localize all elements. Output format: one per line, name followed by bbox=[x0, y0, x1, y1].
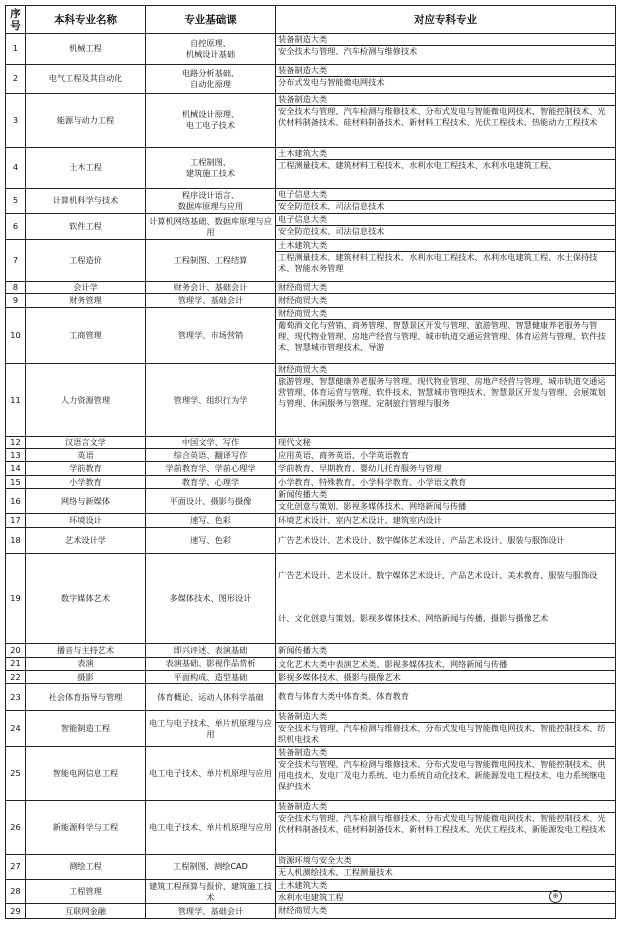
major-name: 人力资源管理 bbox=[26, 364, 146, 436]
major-name: 软件工程 bbox=[26, 213, 146, 240]
table-row bbox=[6, 188, 616, 213]
row-number: 15 bbox=[6, 475, 26, 488]
specialty-cell bbox=[276, 904, 616, 919]
basic-course: 管理学、市场营销 bbox=[146, 307, 276, 364]
major-name: 环境设计 bbox=[26, 514, 146, 527]
major-name: 艺术设计学 bbox=[26, 527, 146, 554]
row-number: 3 bbox=[6, 93, 26, 147]
basic-course: 电路分析基础、 自动化原理 bbox=[146, 64, 276, 93]
specialty-cell bbox=[276, 671, 616, 684]
specialty-cell bbox=[276, 240, 616, 281]
row-number: 11 bbox=[6, 364, 26, 436]
row-number: 17 bbox=[6, 514, 26, 527]
basic-course: 工程制图、 建筑施工技术 bbox=[146, 147, 276, 188]
specialty-list: 无人机测绘技术、工程测量技术 bbox=[278, 866, 393, 877]
row-number: 22 bbox=[6, 671, 26, 684]
basic-course: 程序设计语言、 数据库原理与应用 bbox=[146, 188, 276, 213]
major-name: 工程管理 bbox=[26, 879, 146, 904]
specialty-category: 电子信息大类 bbox=[276, 189, 615, 201]
major-name: 智能电网信息工程 bbox=[26, 747, 146, 801]
specialty-category: 财经商贸大类 bbox=[276, 308, 615, 320]
table-row bbox=[6, 489, 616, 514]
specialty-list: 小学教育、特殊教育、小学科学教育、小学语文教育 bbox=[278, 476, 467, 487]
row-number: 1 bbox=[6, 34, 26, 65]
row-number: 5 bbox=[6, 188, 26, 213]
specialty-list: 安全防范技术、司法信息技术 bbox=[278, 225, 385, 236]
row-number: 20 bbox=[6, 644, 26, 657]
specialty-list: 工程测量技术、建筑材料工程技术、水利水电工程技术、水利水电建筑工程、 bbox=[278, 159, 557, 170]
row-number: 10 bbox=[6, 307, 26, 364]
major-name: 数字媒体艺术 bbox=[26, 554, 146, 644]
basic-course: 建筑工程预算与报价、建筑施工技术 bbox=[146, 879, 276, 904]
specialty-list: 安全技术与管理、汽车检测与维修技术、分布式发电与智能微电网技术、智能控制技术、纺织机电技术 bbox=[278, 723, 606, 745]
specialty-cell bbox=[276, 34, 616, 65]
specialty-list: 新闻传播大类 bbox=[278, 645, 328, 656]
specialty-cell bbox=[276, 527, 616, 554]
specialty-list: 安全技术与管理、汽车检测与维修技术、分布式发电与智能微电网技术、智能控制技术、供用电技术、发电厂及电力系统、电力系统自动化技术、新能源发电工程技术、电力系统继电保护技术 bbox=[278, 759, 606, 792]
row-number: 8 bbox=[6, 281, 26, 293]
table-row bbox=[6, 554, 616, 644]
table-row bbox=[6, 657, 616, 670]
row-number: 7 bbox=[6, 240, 26, 281]
specialty-list: 广告艺术设计、艺术设计、数字媒体艺术设计、产品艺术设计、服装与服饰设计 bbox=[278, 534, 565, 545]
specialty-category: 装备制造大类 bbox=[276, 94, 615, 106]
table-row bbox=[6, 213, 616, 240]
table-row bbox=[6, 879, 616, 904]
specialty-cell bbox=[276, 489, 616, 514]
row-number: 2 bbox=[6, 64, 26, 93]
table-row bbox=[6, 462, 616, 475]
specialty-cell bbox=[276, 436, 616, 448]
table-row bbox=[6, 801, 616, 855]
row-number: 9 bbox=[6, 294, 26, 307]
specialty-category: 资源环境与安全大类 bbox=[276, 855, 615, 867]
specialty-cell bbox=[276, 554, 616, 644]
table-row bbox=[6, 711, 616, 747]
major-name: 网络与新媒体 bbox=[26, 489, 146, 514]
specialty-cell bbox=[276, 684, 616, 711]
major-name: 英语 bbox=[26, 449, 146, 462]
specialty-cell bbox=[276, 307, 616, 364]
specialty-cell bbox=[276, 879, 616, 904]
basic-course: 体育概论、运动人体科学基础 bbox=[146, 684, 276, 711]
row-number: 29 bbox=[6, 904, 26, 919]
specialty-list: 文化创意与策划、影视多媒体技术、网络新闻与传播 bbox=[278, 501, 467, 512]
specialty-list: 环境艺术设计、室内艺术设计、建筑室内设计 bbox=[278, 515, 442, 526]
major-name: 测绘工程 bbox=[26, 854, 146, 879]
major-name: 新能源科学与工程 bbox=[26, 801, 146, 855]
specialty-category: 装备制造大类 bbox=[276, 34, 615, 46]
basic-course: 综合英语、翻译写作 bbox=[146, 449, 276, 462]
header-no: 序 号 bbox=[6, 6, 26, 34]
table-row bbox=[6, 527, 616, 554]
specialty-list: 葡萄酒文化与营销、商务管理、智慧景区开发与管理、旅游管理、智慧健康养老服务与管理、现代物业管理、房地产经营与管理、城市轨道交通运营管理、体育运营与管理、软件技术、智慧城市管理技术、导游 bbox=[278, 319, 606, 352]
specialty-cell bbox=[276, 281, 616, 293]
row-number: 16 bbox=[6, 489, 26, 514]
specialty-category: 新闻传播大类 bbox=[276, 489, 615, 501]
specialty-category: 电子信息大类 bbox=[276, 214, 615, 226]
row-number: 6 bbox=[6, 213, 26, 240]
major-mapping-table-container bbox=[5, 5, 615, 919]
basic-course: 机械设计原理、 电工电子技术 bbox=[146, 93, 276, 147]
specialty-list: 教育与体育大类中体育类、体育教育 bbox=[278, 691, 410, 702]
table-body bbox=[6, 34, 616, 919]
table-row bbox=[6, 449, 616, 462]
major-name: 土木工程 bbox=[26, 147, 146, 188]
specialty-cell bbox=[276, 93, 616, 147]
specialty-list: 安全技术与管理、汽车检测与维修技术、分布式发电与智能微电网技术、智能控制技术、光伏材料制备技术、硅材料制备技术、新材料工程技术、光伏工程技术、热能动力工程技术 bbox=[278, 105, 606, 127]
row-number: 27 bbox=[6, 854, 26, 879]
row-number: 28 bbox=[6, 879, 26, 904]
specialty-category: 土木建筑大类 bbox=[276, 240, 615, 252]
specialty-category: 装备制造大类 bbox=[276, 801, 615, 813]
specialty-category: 装备制造大类 bbox=[276, 65, 615, 77]
basic-course: 自控原理、 机械设计基础 bbox=[146, 34, 276, 65]
specialty-list: 安全技术与管理、汽车检测与维修技术、分布式发电与智能微电网技术、智能控制技术、光伏材料制备技术、硅材料制备技术、新材料工程技术、光伏工程技术、新能源发电工程技术 bbox=[278, 813, 606, 835]
specialty-list: 财经商贸大类 bbox=[278, 905, 328, 916]
basic-course: 速写、色彩 bbox=[146, 527, 276, 554]
basic-course: 即兴评述、表演基础 bbox=[146, 644, 276, 657]
specialty-cell bbox=[276, 188, 616, 213]
table-row bbox=[6, 294, 616, 307]
table-row bbox=[6, 281, 616, 293]
major-name: 学前教育 bbox=[26, 462, 146, 475]
specialty-list: 应用英语、商务英语、小学英语教育 bbox=[278, 450, 410, 461]
basic-course: 管理学、组织行为学 bbox=[146, 364, 276, 436]
major-name: 会计学 bbox=[26, 281, 146, 293]
table-row bbox=[6, 64, 616, 93]
specialty-list: 安全技术与管理、汽车检测与维修技术 bbox=[278, 46, 418, 56]
table-row bbox=[6, 854, 616, 879]
specialty-list: 财经商贸大类 bbox=[278, 295, 328, 306]
specialty-list: 财经商贸大类 bbox=[278, 281, 328, 292]
specialty-category: 土木建筑大类 bbox=[276, 148, 615, 160]
specialty-list: 旅游管理、智慧健康养老服务与管理、现代物业管理、房地产经营与管理、城市轨道交通运营管理、体育运营与管理、软件技术、智慧城市管理技术、智慧景区开发与管理、会展策划与管理、休闲服务与管理、定制旅行管理与服务 bbox=[278, 376, 606, 409]
basic-course: 电工与电子技术、单片机原理与应用 bbox=[146, 711, 276, 747]
specialty-category: 土木建筑大类 bbox=[276, 880, 615, 892]
specialty-list: 水利水电建筑工程 bbox=[278, 891, 344, 902]
major-name: 工程造价 bbox=[26, 240, 146, 281]
table-row bbox=[6, 684, 616, 711]
row-number: 26 bbox=[6, 801, 26, 855]
specialty-list: 分布式发电与智能微电网技术 bbox=[278, 76, 385, 87]
basic-course: 管理学、基础会计 bbox=[146, 294, 276, 307]
major-name: 摄影 bbox=[26, 671, 146, 684]
basic-course: 财务会计、基础会计 bbox=[146, 281, 276, 293]
specialty-cell bbox=[276, 364, 616, 436]
specialty-cell bbox=[276, 64, 616, 93]
basic-course: 计算机网络基础、数据库原理与应用 bbox=[146, 213, 276, 240]
specialty-list: 影视多媒体技术、摄影与摄像艺术 bbox=[278, 672, 401, 683]
table-row bbox=[6, 904, 616, 919]
specialty-cell bbox=[276, 475, 616, 488]
specialty-cell bbox=[276, 213, 616, 240]
row-number: 23 bbox=[6, 684, 26, 711]
specialty-cell bbox=[276, 747, 616, 801]
table-row bbox=[6, 671, 616, 684]
table-row bbox=[6, 514, 616, 527]
specialty-cell bbox=[276, 657, 616, 670]
major-name: 互联网金融 bbox=[26, 904, 146, 919]
basic-course: 管理学、基础会计 bbox=[146, 904, 276, 919]
major-name: 小学教育 bbox=[26, 475, 146, 488]
specialty-cell bbox=[276, 514, 616, 527]
major-name: 机械工程 bbox=[26, 34, 146, 65]
table-row bbox=[6, 307, 616, 364]
specialty-list: 文化艺术大类中表演艺术类、影视多媒体技术、网络新闻与传播 bbox=[278, 658, 508, 669]
header-basic-course: 专业基础课 bbox=[146, 6, 276, 34]
specialty-cell bbox=[276, 449, 616, 462]
row-number: 18 bbox=[6, 527, 26, 554]
table-row bbox=[6, 240, 616, 281]
basic-course: 中国文学、写作 bbox=[146, 436, 276, 448]
specialty-list: 工程测量技术、建筑材料工程技术、水利水电工程技术、水利水电建筑工程、水土保持技术、智能水务管理 bbox=[278, 252, 598, 274]
major-name: 播音与主持艺术 bbox=[26, 644, 146, 657]
table-header-row bbox=[6, 6, 616, 34]
specialty-cell bbox=[276, 644, 616, 657]
major-name: 财务管理 bbox=[26, 294, 146, 307]
specialty-cell bbox=[276, 147, 616, 188]
table-row bbox=[6, 34, 616, 65]
major-name: 汉语言文学 bbox=[26, 436, 146, 448]
table-row bbox=[6, 747, 616, 801]
specialty-list: 广告艺术设计、艺术设计、数字媒体艺术设计、产品艺术设计、美术教育、服装与服饰设计、文化创意与策划、影视多媒体技术、网络新闻与传播、摄影与摄像艺术 bbox=[278, 570, 598, 624]
basic-course: 工程制图、测绘CAD bbox=[146, 854, 276, 879]
specialty-cell bbox=[276, 854, 616, 879]
specialty-cell bbox=[276, 711, 616, 747]
row-number: 13 bbox=[6, 449, 26, 462]
basic-course: 平面构成、造型基础 bbox=[146, 671, 276, 684]
table-row bbox=[6, 644, 616, 657]
specialty-list: 学前教育、早期教育、婴幼儿托育服务与管理 bbox=[278, 463, 442, 474]
row-number: 14 bbox=[6, 462, 26, 475]
major-name: 表演 bbox=[26, 657, 146, 670]
row-number: 24 bbox=[6, 711, 26, 747]
basic-course: 速写、色彩 bbox=[146, 514, 276, 527]
specialty-category: 财经商贸大类 bbox=[276, 364, 615, 376]
basic-course: 平面设计、摄影与摄像 bbox=[146, 489, 276, 514]
basic-course: 表演基础、影视作品赏析 bbox=[146, 657, 276, 670]
specialty-list: 安全防范技术、司法信息技术 bbox=[278, 200, 385, 211]
table-row bbox=[6, 93, 616, 147]
basic-course: 电工电子技术、单片机原理与应用 bbox=[146, 747, 276, 801]
major-mapping-table bbox=[5, 5, 616, 919]
major-name: 计算机科学与技术 bbox=[26, 188, 146, 213]
scroll-marker-icon: ⊕ bbox=[549, 890, 562, 903]
row-number: 21 bbox=[6, 657, 26, 670]
major-name: 社会体育指导与管理 bbox=[26, 684, 146, 711]
row-number: 12 bbox=[6, 436, 26, 448]
major-name: 工商管理 bbox=[26, 307, 146, 364]
table-row bbox=[6, 147, 616, 188]
basic-course: 教育学、心理学 bbox=[146, 475, 276, 488]
specialty-category: 装备制造大类 bbox=[276, 711, 615, 723]
specialty-list: 现代文秘 bbox=[278, 436, 311, 447]
basic-course: 学前教育学、学前心理学 bbox=[146, 462, 276, 475]
specialty-cell bbox=[276, 801, 616, 855]
row-number: 25 bbox=[6, 747, 26, 801]
table-row bbox=[6, 364, 616, 436]
specialty-category: 装备制造大类 bbox=[276, 747, 615, 759]
row-number: 4 bbox=[6, 147, 26, 188]
major-name: 电气工程及其自动化 bbox=[26, 64, 146, 93]
basic-course: 工程制图、工程结算 bbox=[146, 240, 276, 281]
row-number: 19 bbox=[6, 554, 26, 644]
basic-course: 电工电子技术、单片机原理与应用 bbox=[146, 801, 276, 855]
table-row bbox=[6, 475, 616, 488]
specialty-cell bbox=[276, 462, 616, 475]
header-major: 本科专业名称 bbox=[26, 6, 146, 34]
major-name: 智能制造工程 bbox=[26, 711, 146, 747]
basic-course: 多媒体技术、图形设计 bbox=[146, 554, 276, 644]
specialty-cell bbox=[276, 294, 616, 307]
major-name: 能源与动力工程 bbox=[26, 93, 146, 147]
header-specialty: 对应专科专业 bbox=[276, 6, 616, 34]
table-row bbox=[6, 436, 616, 448]
